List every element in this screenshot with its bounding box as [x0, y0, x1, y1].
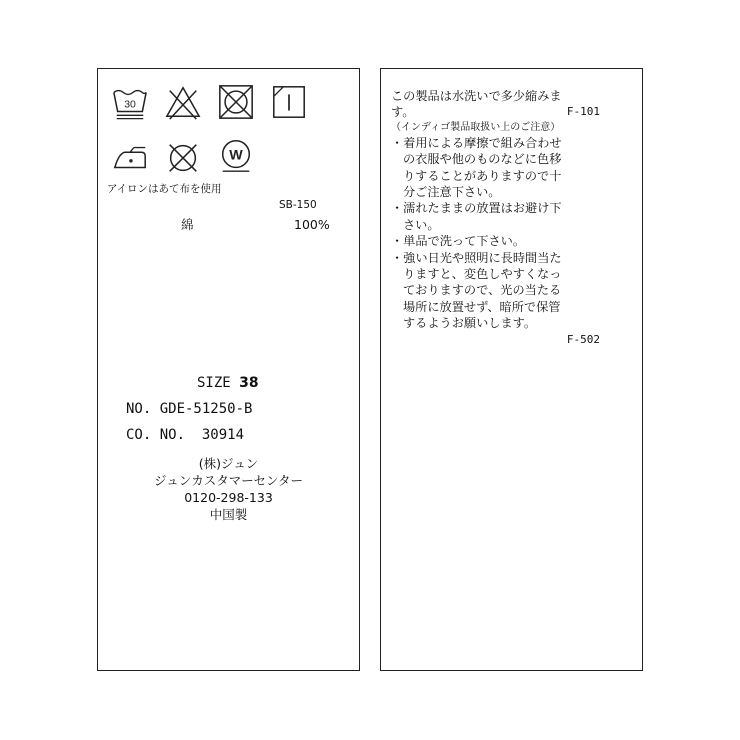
material-percent: 100%: [294, 217, 330, 232]
iron-low-icon: [111, 139, 149, 177]
wash-30-icon: [111, 83, 149, 121]
material-name: 綿: [181, 217, 194, 232]
note-line: この製品は水洗いで多少縮みま: [391, 89, 562, 103]
bullet-line: するようお願いします。: [403, 316, 537, 331]
line-dry-icon: [270, 83, 308, 121]
indigo-caution-title: （インディゴ製品取扱い上のご注意）: [391, 121, 561, 133]
care-label-right: [380, 68, 643, 671]
no-dry-clean-icon: [164, 139, 202, 177]
wet-clean-letter: W: [229, 147, 243, 164]
iron-note: アイロンはあて布を使用: [107, 183, 222, 195]
fabric-code: SB-150: [279, 199, 317, 211]
note-code: F-502: [566, 332, 600, 346]
bullet-line: 分ご注意下さい。: [403, 185, 501, 200]
bullet-line: 場所に放置せず、暗所で保管: [403, 299, 561, 314]
customer-center: ジュンカスタマーセンター: [153, 473, 303, 488]
product-number: NO. GDE-51250-B: [126, 401, 253, 417]
bullet-line: ・着用による摩擦で組み合わせ: [391, 135, 562, 150]
note-code: F-101: [566, 105, 600, 119]
bullet-line: ておりますので、光の当たる: [403, 283, 562, 298]
co-number: CO. NO. 30914: [126, 427, 245, 443]
phone-number: 0120-298-133: [184, 490, 273, 505]
care-label-left: [97, 68, 360, 671]
bullet-line: ・濡れたままの放置はお避け下: [391, 201, 562, 216]
wet-clean-gentle-icon: [217, 137, 255, 175]
bullet-line: りすることがありますので十: [403, 168, 562, 183]
company-name: (株)ジュン: [198, 456, 259, 471]
size-info: [197, 376, 259, 390]
bullet-line: さい。: [403, 217, 440, 232]
wash-temperature: 30: [124, 99, 136, 111]
care-notes: この製品は水洗いで多少縮みま す。 F-101 （インディゴ製品取扱い上のご注意） ・着用による摩擦で組み合わせ の衣服や他のものなどに色移 りすることがありますので十 分ご注意下さい。 ・濡れたままの放置はお避け下 さい。 ・単品で洗って下さい。 ・強い日光や照明に長時間当た りますと、変色しやすくなっ ておりますので、光の当たる 場所に放置せず、暗所で保管 するようお願いします。 F-502: [391, 88, 636, 348]
size-value: 38: [239, 375, 259, 391]
no-tumble-dry-icon: [217, 83, 255, 121]
bullet-line: の衣服や他のものなどに色移: [403, 152, 562, 167]
no-bleach-icon: [164, 83, 202, 121]
country-of-origin: 中国製: [209, 507, 248, 522]
size-label: SIZE: [197, 375, 231, 391]
bullet-line: ・強い日光や照明に長時間当た: [391, 250, 562, 265]
bullet-line: りますと、変色しやすくなっ: [403, 267, 562, 282]
bullet-line: ・単品で洗って下さい。: [391, 234, 526, 249]
